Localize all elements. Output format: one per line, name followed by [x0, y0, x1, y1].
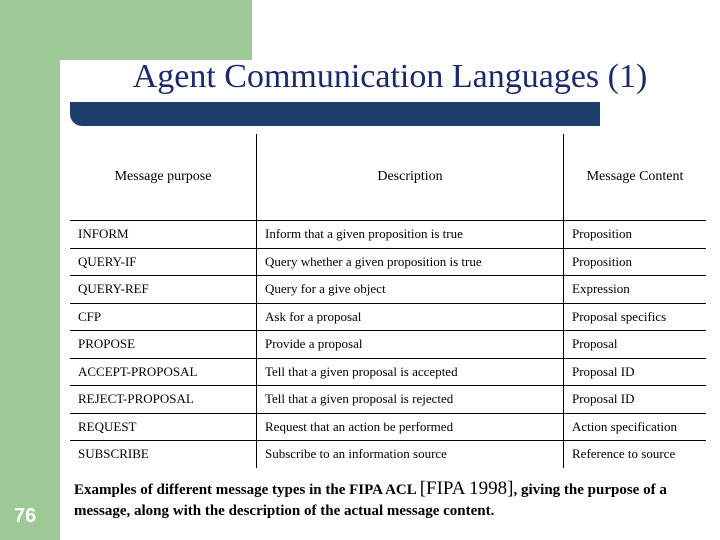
cell-content: Action specification [564, 413, 707, 441]
corner-curve [60, 60, 90, 90]
cell-description: Query whether a given proposition is true [257, 248, 564, 276]
table-row [70, 303, 706, 331]
cell-purpose: SUBSCRIBE [70, 441, 257, 468]
header-message-purpose: Message purpose [70, 134, 257, 221]
cell-content: Proposal [564, 331, 707, 359]
table-caption [74, 478, 694, 522]
slide-title: Agent Communication Languages (1) [132, 58, 648, 95]
caption-text-start: Examples of different message types in the FIPA ACL [74, 482, 420, 498]
cell-purpose: QUERY-REF [70, 276, 257, 304]
cell-description: Provide a proposal [257, 331, 564, 359]
header-message-content: Message Content [564, 134, 707, 221]
cell-purpose: CFP [70, 303, 257, 331]
cell-purpose: QUERY-IF [70, 248, 257, 276]
table-row [70, 331, 706, 359]
caption-text-end: , giving the purpose of a message, along with the description of the actual message content. [74, 482, 667, 519]
message-types-table [70, 134, 706, 468]
cell-content: Proposal specifics [564, 303, 707, 331]
cell-description: Request that an action be performed [257, 413, 564, 441]
title-underline-bar [70, 102, 600, 126]
header-description: Description [257, 134, 564, 221]
table-row [70, 248, 706, 276]
cell-content: Proposal ID [564, 386, 707, 414]
top-accent-bar [60, 0, 252, 60]
cell-purpose: PROPOSE [70, 331, 257, 359]
cell-purpose: REQUEST [70, 413, 257, 441]
left-accent-bar [0, 0, 60, 540]
cell-purpose: ACCEPT-PROPOSAL [70, 358, 257, 386]
slide-number: 76 [14, 505, 37, 527]
cell-content: Proposition [564, 248, 707, 276]
cell-description: Query for a give object [257, 276, 564, 304]
table-row [70, 441, 706, 468]
caption-citation: [FIPA 1998] [419, 478, 514, 499]
cell-description: Ask for a proposal [257, 303, 564, 331]
cell-description: Tell that a given proposal is rejected [257, 386, 564, 414]
table-row [70, 358, 706, 386]
table-row [70, 276, 706, 304]
table-header-row [70, 134, 706, 221]
cell-content: Reference to source [564, 441, 707, 468]
cell-content: Expression [564, 276, 707, 304]
cell-content: Proposal ID [564, 358, 707, 386]
table-row [70, 413, 706, 441]
table-row [70, 221, 706, 249]
cell-purpose: INFORM [70, 221, 257, 249]
table-row [70, 386, 706, 414]
cell-description: Subscribe to an information source [257, 441, 564, 468]
cell-description: Inform that a given proposition is true [257, 221, 564, 249]
cell-purpose: REJECT-PROPOSAL [70, 386, 257, 414]
cell-content: Proposition [564, 221, 707, 249]
cell-description: Tell that a given proposal is accepted [257, 358, 564, 386]
